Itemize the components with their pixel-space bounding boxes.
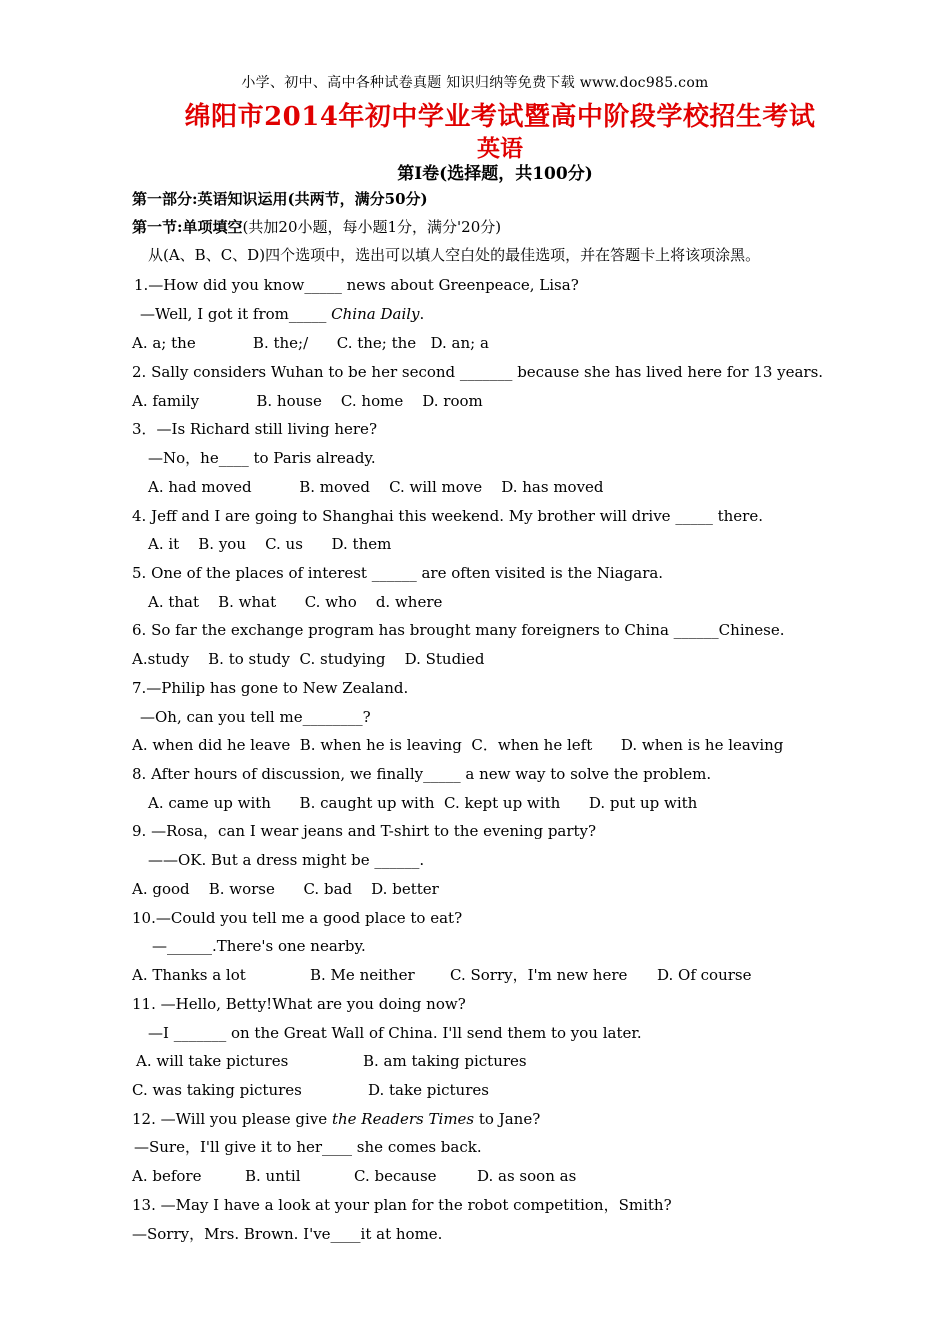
q9-options: A. good B. worse C. bad D. better <box>132 880 439 898</box>
q5-question: 5. One of the places of interest ______ are often visited is the Niagara. <box>132 564 664 582</box>
q10-option-c: C. Sorry，I'm new here <box>450 966 628 984</box>
site-header: 小学、初中、高中各种试卷真题 知识归纳等免费下载 www.doc985.com <box>241 75 709 91</box>
q9-answer: ——OK. But a dress might be ______. <box>148 851 425 869</box>
q6-question: 6. So far the exchange program has brought many foreigners to China ______Chinese. <box>132 621 785 639</box>
q12-option-a: A. before <box>132 1167 202 1185</box>
q11-option-a: A. will take pictures <box>136 1052 289 1070</box>
q12-option-c: C. because <box>354 1167 437 1185</box>
q12-option-d: D. as soon as <box>477 1167 577 1185</box>
q10-option-d: D. Of course <box>657 966 752 984</box>
q7-question: 7.—Philip has gone to New Zealand. <box>132 679 409 697</box>
q12-question-italic: the Readers Times <box>331 1110 475 1128</box>
section1-note: (共加20小题，每小题1分，满分'20分) <box>242 218 502 236</box>
q1-answer-end: . <box>419 305 425 323</box>
q12-question-text: 12. —Will you please give <box>132 1110 332 1128</box>
q1-answer-italic: China Daily <box>331 305 420 323</box>
q3-answer: —No，he____ to Paris already. <box>148 449 376 467</box>
section1-title: 第一节:单项填空 <box>132 218 243 236</box>
q10-option-b: B. Me neither <box>310 966 415 984</box>
volume-heading: 第Ⅰ卷(选择题，共100分) <box>397 164 593 184</box>
q10-option-a: A. Thanks a lot <box>132 966 246 984</box>
q11-question: 11. —Hello, Betty!What are you doing now? <box>132 995 466 1013</box>
q1-options: A. a; the B. the;/ C. the; the D. an; a <box>132 334 489 352</box>
q11-option-d: D. take pictures <box>368 1081 489 1099</box>
q12-answer: —Sure，I'll give it to her____ she comes back. <box>134 1138 482 1156</box>
q7-answer: —Oh, can you tell me________? <box>140 708 371 726</box>
q2-options: A. family B. house C. home D. room <box>132 392 483 410</box>
q2-question: 2. Sally considers Wuhan to be her second _______ because she has lived here for 13 years. <box>132 363 824 381</box>
q4-options: A. it B. you C. us D. them <box>148 535 392 553</box>
q3-options: A. had moved B. moved C. will move D. has moved <box>148 478 604 496</box>
exam-title: 绵阳市2014年初中学业考试暨高中阶段学校招生考试 <box>184 102 816 132</box>
q1-question: 1.—How did you know_____ news about Greenpeace, Lisa? <box>134 276 579 294</box>
q8-question: 8. After hours of discussion, we finally_____ a new way to solve the problem. <box>132 765 712 783</box>
q13-question: 13. —May I have a look at your plan for the robot competition，Smith? <box>132 1196 672 1214</box>
q7-options: A. when did he leave B. when he is leaving C．when he left D. when is he leaving <box>132 736 784 754</box>
part1-heading: 第一部分:英语知识运用(共两节，满分50分) <box>132 190 428 208</box>
q10-answer: —______.There's one nearby. <box>152 937 366 955</box>
q4-question: 4. Jeff and I are going to Shanghai this weekend. My brother will drive _____ there. <box>132 507 763 525</box>
q12-question <box>132 1109 540 1129</box>
q6-options: A.study B. to study C. studying D. Studied <box>132 650 485 668</box>
q12-option-b: B. until <box>245 1167 301 1185</box>
q5-options: A. that B. what C. who d. where <box>148 593 443 611</box>
q11-option-c: C. was taking pictures <box>132 1081 302 1099</box>
q13-answer: —Sorry，Mrs. Brown. I've____it at home. <box>132 1225 443 1243</box>
q11-option-b: B. am taking pictures <box>363 1052 527 1070</box>
q1-answer <box>140 304 424 324</box>
q12-question-end: to Jane? <box>474 1110 541 1128</box>
q8-options: A. came up with B. caught up with C. kept up with D. put up with <box>148 794 698 812</box>
q11-answer: —I _______ on the Great Wall of China. I'll send them to you later. <box>148 1024 642 1042</box>
q1-answer-text: —Well, I got it from_____ <box>140 305 332 323</box>
instruction: 从(A、B、C、D)四个选项中，选出可以填人空白处的最佳选项，并在答题卡上将该项涂黑。 <box>148 246 761 264</box>
q3-question: 3．—Is Richard still living here? <box>132 420 377 438</box>
q9-question: 9. —Rosa，can I wear jeans and T-shirt to the evening party? <box>132 822 597 840</box>
exam-subject: 英语 <box>477 135 523 162</box>
section1-heading <box>132 217 501 237</box>
q10-question: 10.—Could you tell me a good place to eat? <box>132 909 463 927</box>
